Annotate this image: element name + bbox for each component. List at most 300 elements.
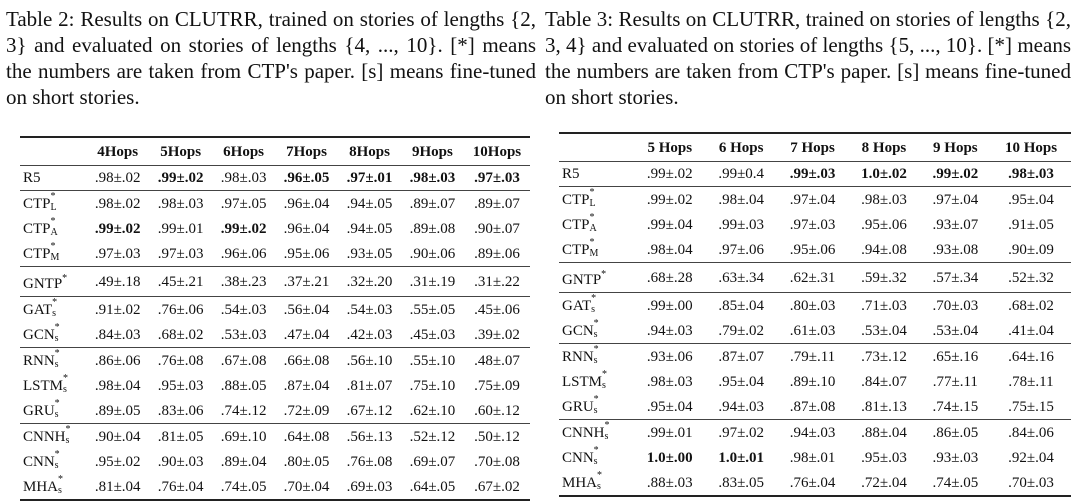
score-cell: .83±.06 <box>157 402 204 419</box>
score-cell: .96±.04 <box>283 220 330 237</box>
table-row <box>20 373 530 398</box>
score-cell: .91±.02 <box>86 297 149 323</box>
method-superscript: * <box>54 348 60 359</box>
score-cell: .95±.04 <box>718 373 765 390</box>
table-row <box>20 424 530 450</box>
table-header-row <box>559 133 1071 162</box>
score-cell: .99±.03 <box>789 166 836 182</box>
score-cell: .97±.06 <box>718 241 765 258</box>
score-cell: .90±.06 <box>409 245 456 262</box>
score-cell: .54±.03 <box>338 297 401 323</box>
score-cell: .87±.07 <box>705 344 776 370</box>
score-cell: .87±.04 <box>283 377 330 394</box>
table-row <box>559 263 1071 293</box>
score-cell: .48±.07 <box>464 348 530 374</box>
score-cell: .54±.03 <box>212 297 275 323</box>
method-name: CNNH <box>23 429 66 445</box>
score-cell: .77±.11 <box>932 373 978 390</box>
score-cell: .99±0.4 <box>718 166 765 182</box>
score-cell: .89±.08 <box>409 220 456 237</box>
method-superscript: * <box>54 449 60 460</box>
column-header: 5Hops <box>149 137 212 166</box>
table-row <box>20 449 530 474</box>
score-cell: .65±.16 <box>920 344 991 370</box>
score-cell: .78±.11 <box>1008 373 1054 390</box>
table-row <box>20 322 530 348</box>
score-cell: .90±.03 <box>157 453 204 470</box>
score-cell: .56±.04 <box>275 297 338 323</box>
column-header: 6Hops <box>212 137 275 166</box>
score-cell: 1.0±.02 <box>861 166 907 182</box>
score-cell: .74±.12 <box>220 402 267 419</box>
score-cell: .94±.03 <box>718 398 765 415</box>
method-script <box>593 344 601 366</box>
method-superscript: * <box>52 297 58 308</box>
score-cell: .99±.00 <box>634 293 705 319</box>
method-superscript: * <box>589 237 595 248</box>
method-name: GAT <box>23 302 53 318</box>
score-cell: .95±.06 <box>283 245 330 262</box>
method-subscript: s <box>52 308 57 319</box>
score-cell: .45±.03 <box>409 326 456 343</box>
method-script <box>597 470 604 492</box>
method-superscript: * <box>589 187 595 198</box>
score-cell: .47±.04 <box>283 326 330 343</box>
method-subscript: s <box>54 359 59 370</box>
method-script <box>58 474 65 496</box>
method-name: CTP <box>23 196 51 212</box>
score-cell: .56±.13 <box>338 424 401 450</box>
score-cell: .59±.32 <box>848 263 919 293</box>
score-cell: .75±.10 <box>409 377 456 394</box>
score-cell: .84±.03 <box>94 326 141 343</box>
method-superscript: * <box>593 394 599 405</box>
method-superscript: * <box>54 322 60 333</box>
score-cell: .95±.04 <box>991 187 1071 213</box>
method-name-cell <box>20 348 86 374</box>
method-name-cell <box>20 166 86 191</box>
score-cell: .91±.05 <box>1008 216 1054 233</box>
score-cell: .69±.10 <box>212 424 275 450</box>
table-header-row <box>20 137 530 166</box>
column-header: 7Hops <box>275 137 338 166</box>
method-name-cell <box>559 394 634 420</box>
method-subscript: s <box>604 431 609 442</box>
score-cell: .74±.05 <box>212 474 275 500</box>
score-cell: .98±.04 <box>705 187 776 213</box>
method-name: CNNH <box>562 425 605 441</box>
score-cell: .87±.08 <box>789 398 836 415</box>
method-name-cell <box>559 263 634 293</box>
method-name: LSTM <box>562 374 603 390</box>
score-cell: .94±.03 <box>646 322 693 339</box>
score-cell: 1.0±.01 <box>718 449 765 466</box>
method-name: R5 <box>23 170 41 186</box>
method-subscript: s <box>54 333 59 344</box>
method-column-header <box>559 133 634 162</box>
method-name-cell <box>20 241 86 267</box>
column-header: 5 Hops <box>634 133 705 162</box>
score-cell: .95±.04 <box>646 398 693 415</box>
method-script <box>589 212 597 234</box>
method-superscript: * <box>50 241 56 252</box>
score-cell: .94±.08 <box>861 241 907 258</box>
method-name: CTP <box>562 192 590 208</box>
method-superscript: * <box>591 293 597 304</box>
column-header: 9Hops <box>401 137 464 166</box>
method-subscript: s <box>597 481 601 492</box>
score-cell: .62±.31 <box>777 263 848 293</box>
score-cell: .97±.03 <box>94 245 141 262</box>
method-name-cell <box>20 373 86 398</box>
score-cell: .42±.03 <box>346 326 393 343</box>
table-row <box>20 348 530 374</box>
score-cell: .76±.08 <box>149 348 212 374</box>
table-row <box>20 267 530 297</box>
score-cell: .89±.05 <box>94 402 141 419</box>
score-cell: .98±.03 <box>220 170 267 186</box>
method-name-cell <box>559 318 634 344</box>
score-cell: .61±.03 <box>789 322 836 339</box>
score-cell: .70±.04 <box>275 474 338 500</box>
score-cell: .95±.03 <box>861 449 907 466</box>
method-subscript: L <box>50 202 57 213</box>
score-cell: .98±.03 <box>409 170 456 186</box>
score-cell: .90±.04 <box>86 424 149 450</box>
method-subscript: L <box>589 198 596 209</box>
method-name-cell <box>559 187 634 213</box>
method-name: GAT <box>562 298 592 314</box>
score-cell: .52±.12 <box>401 424 464 450</box>
score-cell: .97±.03 <box>474 170 520 186</box>
score-cell: .81±.07 <box>346 377 393 394</box>
score-cell: .67±.08 <box>212 348 275 374</box>
score-cell: .81±.05 <box>149 424 212 450</box>
score-cell: .70±.08 <box>474 453 520 470</box>
method-subscript: M <box>589 248 599 259</box>
method-name: MHA <box>23 479 59 495</box>
score-cell: .90±.09 <box>1008 241 1054 258</box>
method-name: CTP <box>23 246 51 262</box>
method-subscript: s <box>593 405 598 416</box>
method-name-cell <box>20 398 86 424</box>
table-row <box>559 187 1071 213</box>
table-row <box>559 420 1071 446</box>
method-superscript: * <box>50 216 56 227</box>
score-cell: .93±.08 <box>932 241 979 258</box>
score-cell: .45±.21 <box>149 267 212 297</box>
column-header: 8 Hops <box>848 133 919 162</box>
method-name: CTP <box>562 242 590 258</box>
score-cell: .90±.07 <box>474 220 520 237</box>
method-name: R5 <box>562 166 580 182</box>
method-name-cell <box>559 470 634 496</box>
method-name: CTP <box>562 217 590 233</box>
method-name: RNN <box>562 349 594 365</box>
method-script <box>593 445 601 467</box>
column-header: 8Hops <box>338 137 401 166</box>
score-cell: .99±.01 <box>157 220 204 237</box>
score-cell: .81±.13 <box>861 398 907 415</box>
table-row <box>20 474 530 500</box>
method-subscript: s <box>593 355 598 366</box>
score-cell: .95±.02 <box>94 453 141 470</box>
score-cell: .98±.02 <box>94 170 141 186</box>
score-cell: .97±.05 <box>212 191 275 217</box>
score-cell: .74±.05 <box>920 470 991 496</box>
score-cell: .55±.10 <box>401 348 464 374</box>
column-header: 7 Hops <box>777 133 848 162</box>
score-cell: .99±.04 <box>646 216 693 233</box>
score-cell: .95±.03 <box>157 377 204 394</box>
method-name-cell <box>559 237 634 263</box>
score-cell: .70±.03 <box>991 470 1071 496</box>
score-cell: .73±.12 <box>848 344 919 370</box>
score-cell: .93±.03 <box>932 449 979 466</box>
score-cell: .89±.07 <box>401 191 464 217</box>
score-cell: .70±.03 <box>920 293 991 319</box>
score-cell: .99±.02 <box>646 166 693 182</box>
method-name-cell <box>20 424 86 450</box>
score-cell: .64±.05 <box>401 474 464 500</box>
column-header: 9 Hops <box>920 133 991 162</box>
score-cell: .60±.12 <box>474 402 520 419</box>
score-cell: .98±.02 <box>86 191 149 217</box>
score-cell: .76±.06 <box>149 297 212 323</box>
method-name: CNN <box>562 450 594 466</box>
method-name-cell <box>20 449 86 474</box>
score-cell: .99±.02 <box>220 220 267 237</box>
method-script <box>50 216 58 238</box>
score-cell: .99±.02 <box>634 187 705 213</box>
score-cell: .98±.04 <box>94 377 141 394</box>
score-cell: .76±.08 <box>346 453 393 470</box>
score-cell: .75±.09 <box>474 377 520 394</box>
table-caption: Table 3: Results on CLUTRR, trained on stories of lengths {2, 3, 4} and evaluated on stories of lengths {5, ..., 10}. [*] means the numbers are taken from CTP's paper. [s] means fine-tuned on short stories. <box>545 7 1071 109</box>
score-cell: .68±.28 <box>634 263 705 293</box>
score-cell: .52±.32 <box>991 263 1071 293</box>
score-cell: .85±.04 <box>705 293 776 319</box>
score-cell: .56±.10 <box>338 348 401 374</box>
score-cell: .53±.03 <box>220 326 267 343</box>
table-row <box>559 369 1071 394</box>
table-row <box>20 241 530 267</box>
table-row <box>20 191 530 217</box>
method-name-cell <box>20 322 86 348</box>
method-script <box>593 394 601 416</box>
score-cell: .62±.10 <box>409 402 456 419</box>
score-cell: .38±.23 <box>212 267 275 297</box>
table-row <box>559 212 1071 237</box>
score-cell: .98±.04 <box>646 241 693 258</box>
method-name-cell <box>559 162 634 187</box>
score-cell: .99±.02 <box>94 220 141 237</box>
table-row <box>559 470 1071 496</box>
score-cell: .31±.22 <box>464 267 530 297</box>
score-cell: .96±.05 <box>283 170 330 186</box>
score-cell: .64±.16 <box>991 344 1071 370</box>
method-name-cell <box>20 267 86 297</box>
method-subscript: s <box>63 384 67 395</box>
score-cell: .93±.06 <box>634 344 705 370</box>
score-cell: .89±.10 <box>789 373 836 390</box>
method-name: CNN <box>23 454 55 470</box>
table-row <box>559 318 1071 344</box>
score-cell: .32±.20 <box>338 267 401 297</box>
score-cell: .84±.07 <box>861 373 907 390</box>
score-cell: .49±.18 <box>86 267 149 297</box>
score-cell: .57±.34 <box>920 263 991 293</box>
method-subscript: s <box>58 485 62 496</box>
score-cell: .86±.05 <box>920 420 991 446</box>
method-subscript: A <box>589 223 597 234</box>
score-cell: .79±.11 <box>777 344 848 370</box>
score-cell: .96±.06 <box>220 245 267 262</box>
method-script <box>589 187 597 209</box>
score-cell: .98±.01 <box>789 449 836 466</box>
method-superscript: * <box>593 344 599 355</box>
method-superscript: * <box>50 191 56 202</box>
table-row <box>20 297 530 323</box>
method-subscript: M <box>50 252 60 263</box>
column-header: 10Hops <box>464 137 530 166</box>
method-superscript: * <box>597 470 603 481</box>
score-cell: .92±.04 <box>1008 449 1054 466</box>
method-script <box>63 373 70 395</box>
score-cell: .71±.03 <box>848 293 919 319</box>
score-cell: .50±.12 <box>464 424 530 450</box>
score-cell: .89±.04 <box>220 453 267 470</box>
method-subscript: s <box>54 409 59 420</box>
method-name: GNTP <box>23 276 63 292</box>
method-superscript: * <box>593 445 599 456</box>
score-cell: .97±.03 <box>157 245 204 262</box>
table-row <box>559 237 1071 263</box>
score-cell: .68±.02 <box>991 293 1071 319</box>
method-name: CTP <box>23 221 51 237</box>
method-name-cell <box>20 474 86 500</box>
score-cell: .96±.04 <box>275 191 338 217</box>
method-superscript: * <box>65 424 71 435</box>
table-2-panel <box>6 6 538 496</box>
score-cell: .97±.04 <box>777 187 848 213</box>
score-cell: .72±.04 <box>848 470 919 496</box>
method-name: GCN <box>562 323 594 339</box>
score-cell: .79±.02 <box>718 322 765 339</box>
method-subscript: s <box>65 435 70 446</box>
table-row <box>559 293 1071 319</box>
score-cell: .99±.02 <box>157 170 204 186</box>
method-script <box>65 424 73 446</box>
score-cell: .75±.15 <box>1008 398 1054 415</box>
score-cell: .84±.06 <box>991 420 1071 446</box>
table-row <box>559 394 1071 420</box>
score-cell: .76±.04 <box>777 470 848 496</box>
score-cell: .68±.02 <box>157 326 204 343</box>
score-cell: .66±.08 <box>275 348 338 374</box>
table-body <box>559 162 1071 497</box>
method-script <box>589 237 599 259</box>
score-cell: .39±.02 <box>474 326 520 343</box>
method-name: GRU <box>23 403 55 419</box>
score-cell: .88±.04 <box>848 420 919 446</box>
score-cell: .53±.04 <box>932 322 979 339</box>
score-cell: .81±.04 <box>86 474 149 500</box>
method-name: GCN <box>23 327 55 343</box>
method-subscript: s <box>602 380 606 391</box>
score-cell: .95±.06 <box>861 216 907 233</box>
table-row <box>20 398 530 424</box>
method-superscript: * <box>593 318 599 329</box>
method-name: GRU <box>562 399 594 415</box>
method-superscript: * <box>604 420 610 431</box>
score-cell: .74±.15 <box>932 398 979 415</box>
method-column-header <box>20 137 86 166</box>
score-cell: .98±.03 <box>1008 166 1054 182</box>
table-row <box>559 162 1071 187</box>
score-cell: .97±.04 <box>920 187 991 213</box>
score-cell: .69±.07 <box>409 453 456 470</box>
score-cell: .31±.19 <box>401 267 464 297</box>
score-cell: .67±.12 <box>346 402 393 419</box>
results-table <box>559 132 1071 497</box>
score-cell: .97±.01 <box>346 170 393 186</box>
score-cell: .99±.02 <box>932 166 979 182</box>
method-superscript: * <box>589 212 595 223</box>
table-row <box>20 216 530 241</box>
table-row <box>559 344 1071 370</box>
score-cell: .88±.03 <box>634 470 705 496</box>
score-cell: .93±.05 <box>346 245 393 262</box>
score-cell: .72±.09 <box>283 402 330 419</box>
score-cell: .67±.02 <box>464 474 530 500</box>
table-row <box>20 166 530 191</box>
method-name-cell <box>559 344 634 370</box>
score-cell: .98±.03 <box>646 373 693 390</box>
score-cell: .53±.04 <box>861 322 907 339</box>
score-cell: .69±.03 <box>338 474 401 500</box>
score-cell: .88±.05 <box>220 377 267 394</box>
score-cell: .45±.06 <box>464 297 530 323</box>
score-cell: .94±.03 <box>777 420 848 446</box>
method-script <box>52 297 59 319</box>
score-cell: .37±.21 <box>275 267 338 297</box>
table-3-panel <box>545 6 1073 492</box>
score-cell: .99±.01 <box>634 420 705 446</box>
score-cell: .80±.05 <box>283 453 330 470</box>
score-cell: .97±.03 <box>789 216 836 233</box>
method-name: GNTP <box>562 272 602 288</box>
table-body <box>20 166 530 501</box>
column-header: 6 Hops <box>705 133 776 162</box>
method-superscript: * <box>601 269 607 280</box>
method-script <box>602 369 609 391</box>
method-subscript: A <box>50 227 58 238</box>
method-script <box>54 348 62 370</box>
method-script <box>593 318 601 340</box>
score-cell: .89±.07 <box>464 191 530 217</box>
score-cell: .94±.05 <box>346 220 393 237</box>
method-script <box>54 322 62 344</box>
method-subscript: s <box>593 456 598 467</box>
method-script <box>50 191 58 213</box>
score-cell: .89±.06 <box>474 245 520 262</box>
column-header: 4Hops <box>86 137 149 166</box>
method-script <box>50 241 60 263</box>
score-cell: 1.0±.00 <box>646 449 693 466</box>
score-cell: .97±.02 <box>705 420 776 446</box>
method-name: RNN <box>23 353 55 369</box>
